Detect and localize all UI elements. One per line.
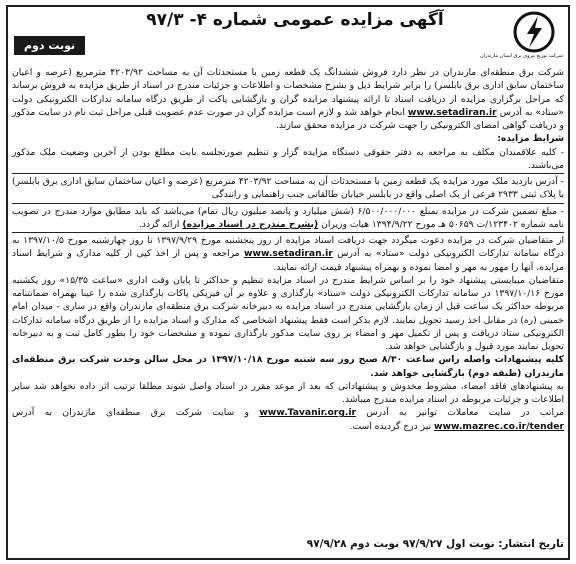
company-logo-icon	[505, 10, 563, 54]
condition-1: - کلیه علاقمندان مکلف به مراجعه به دفتر حقوقی دستگاه مزایده گزار و تنظیم صورتجلسه بابت مطلع بودن از آخرین وضعیت ملک مذکور می‌باشند.	[12, 146, 564, 171]
tavanir-link[interactable]: www.Tavanir.org.ir	[259, 407, 357, 419]
rejection-paragraph: به پیشنهادهای فاقد امضاء، مشروط مخدوش و پیشنهاداتی که بعد از موعد مقرر در اسناد واصل شوند مطلقا ترتیب اثر داده نخواهد شد سایر اطلاعات و جزئیات مربوطه در اسناد مزایده مندرج میباشد.	[12, 380, 564, 405]
divider	[12, 173, 564, 174]
divider	[12, 232, 564, 233]
submission-paragraph: متقاضیان میبایستی پیشنهاد خود را بر اساس شرایط مندرج در اسناد مزایده تنظیم و حداکثر تا پایان وقت اداری «ساعت ۱۵/۳۵» روز یکشنبه مورخ ۱۳۹۷/۱۰/۱۶ در سامانه تدارکات الکترونیکی دولت «ستاد» بارگذاری و علاوه بر آن فیزیکی پاکات بارگذاری شده را عینا بهمراه ضمانتنامه مربوطه حداکثر یک ساعت قبل از زمان بازگشایی مندرج در اسناد مزایده به دبیرخانه شرکت برق منطقه‌ای مازندران واقع در ساری - میدان امام خمینی (ره) در مقابل اخذ رسید تحویل نمایند. لازم بذکر است فقط پیشنهاد اشخاصی که مدارک و اسناد مزایده را از طریق درگاه سامانه تدارکات الکترونیکی ستاد دریافت و پس از تکمیل مهر و امضاء بر روی سایت مذکور بارگذاری نموده و مشخصات خود را بطور کامل ثبت و به دبیرخانه تحویل نمایند مورد قبول و بازگشایی خواهد شد.	[12, 274, 564, 352]
round-badge: نوبت دوم	[14, 36, 85, 55]
ad-body	[12, 66, 564, 433]
setad-link[interactable]: www.setadiran.ir	[244, 248, 333, 260]
condition-3: - مبلغ تضمین شرکت در مزایده بمبلغ ۶/۵۰۰/۰۰۰/۰۰۰ (شش میلیارد و پانصد میلیون ریال تمام) می‌باشد که باید مطابق موارد مندرج در تصویب نامه شماره ۱۲۳۴۰۲/ت ۵۰۶۵۹ هـ مورخ ۱۳۹۴/۹/۲۲ هیات وزیران (بشرح مندرج در اسناد مزایده) ارائه گردد.	[12, 205, 564, 230]
condition-2: - آدرس بازدید ملک مورد مزایده یک قطعه زمین با مستحدثات آن به مساحت ۴۲۰۳/۹۲ مترمربع (عرصه و اعیان ساختمان سابق اداری برق بابلسر) با پلاک ثبتی ۲۹۳۳ فرعی از یک اصلی واقع در بابلسر خیابان طالقانی جنب راهنمایی و رانندگی	[12, 176, 564, 201]
mazrec-link[interactable]: www.mazrec.co.ir/tender	[434, 420, 564, 432]
documents-paragraph: از متقاضیان شرکت در مزایده دعوت میگردد جهت دریافت اسناد مزایده از روز پنجشنبه مورخ ۱۳۹۷/۹/۲۹ تا روز چهارشنبه مورخ ۱۳۹۷/۱۰/۵ به درگاه سامانه تدارکات الکترونیکی دولت «ستاد» به آدرس www.setadiran.ir مراجعه و پس از اخذ کپی از کلیه مدارک و شرایط اسناد مزایده، آنها را مهور به مهر و امضا نموده و بهمراه پیشنهاد قیمت ارائه نمایند.	[12, 235, 565, 273]
publication-dates: تاریخ انتشار: نوبت اول ۹۷/۹/۲۷ نوبت دوم ۹۷/۹/۲۸	[306, 538, 564, 550]
conditions-heading: شرایط مزایده:	[497, 133, 564, 145]
intro-paragraph: شرکت برق منطقه‌ای مازندران در نظر دارد فروش ششدانگ یک قطعه زمین با مستحدثات آن به مساحت ۴۲۰۳/۹۲ مترمربع (عرصه و اعیان ساختمان سابق اداری برق بابلسر) را برابر شرایط ذیل و بشرح مشخصات و اطلاعات و جزئیات مندرج در اسناد از طریق مزایده به فروش برساند که مراحل برگزاری مزایده از دریافت اسناد تا ارائه پیشنهاد مزایده گران و بازگشایی پاکت از طریق درگاه سامانه تدارکات الکترونیکی دولت «ستاد» به آدرس www.setadiran.ir انجام خواهد شد و لازم است مزایده گران در صورت عدم عضویت قبلی مراحل ثبت نام در سایت مذکور و دریافت گواهی امضای الکترونیکی را جهت شرکت در مزایده محقق سازند.	[12, 67, 565, 131]
setad-link[interactable]: www.setadiran.ir	[407, 106, 497, 118]
websites-paragraph: مراتب در سایت معاملات توانیر به آدرس www.Tavanir.org.ir و سایت شرکت برق منطقه‌ای مازندران به آدرس www.mazrec.co.ir/tender نیز درج گردیده است.	[12, 407, 564, 432]
opening-paragraph: کلیه پیشنهادات واصله راس ساعت ۸/۳۰ صبح روز سه شنبه مورخ ۱۳۹۷/۱۰/۱۸ در محل سالن وحدت شرکت برق منطقه‌ای مازندران (طبقه دوم) بازگشایی خواهد شد.	[12, 354, 564, 379]
ad-title: آگهی مزایده عمومی شماره ۴- ۹۷/۳	[146, 10, 444, 30]
logo-caption: شرکت توزیع نیروی برق استان مازندران	[479, 53, 563, 59]
divider	[12, 203, 564, 204]
